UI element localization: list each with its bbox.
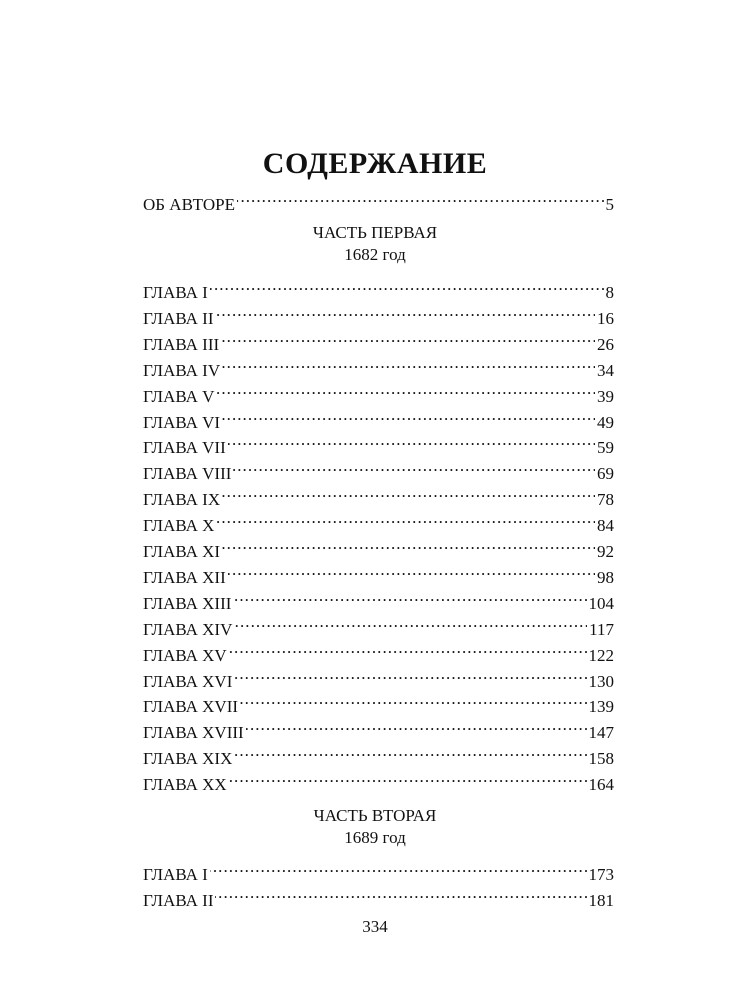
toc-entry-page: 122 [588, 645, 614, 665]
toc-entry-label: ГЛАВА XV [143, 645, 227, 665]
page-number: 334 [362, 917, 388, 936]
toc-entry-page: 84 [597, 516, 614, 536]
toc-entry-chapter[interactable] [143, 505, 614, 536]
toc-entry-label: ГЛАВА X [143, 516, 215, 536]
toc-entry-page: 181 [588, 891, 614, 910]
toc-entry-label: ГЛАВА XX [143, 775, 227, 795]
dot-leader [228, 427, 595, 453]
toc-entry-label: ГЛАВА III [143, 334, 220, 354]
toc-entry-page: 16 [597, 308, 614, 328]
toc-entry-page: 147 [588, 723, 614, 743]
part-two-year: 1689 год [344, 828, 406, 847]
toc-entry-page: 173 [588, 865, 614, 884]
toc-entry-page: 49 [597, 412, 614, 432]
toc-entry-page: 34 [597, 360, 614, 380]
toc-entry-page: 78 [597, 490, 614, 510]
toc-entry-page: 8 [605, 283, 614, 302]
toc-entry-chapter[interactable] [143, 324, 614, 354]
dot-leader [233, 453, 595, 479]
dot-leader [222, 479, 595, 505]
page-title: СОДЕРЖАНИЕ [262, 147, 488, 180]
toc-entry-page: 104 [588, 593, 614, 613]
dot-leader [222, 402, 595, 428]
toc-entry-chapter[interactable] [143, 661, 614, 691]
toc-entry-label: ГЛАВА I [143, 283, 208, 302]
toc-entry-chapter[interactable] [143, 298, 614, 328]
toc-entry-label: ГЛАВА II [143, 308, 214, 328]
dot-leader [234, 738, 586, 764]
toc-entry-chapter[interactable] [143, 738, 614, 769]
toc-entry-label: ГЛАВА XI [143, 542, 221, 561]
dot-leader [215, 298, 595, 324]
toc-entry-label: ГЛАВА V [143, 386, 215, 406]
part-one-year: 1682 год [344, 245, 406, 264]
toc-entry-page: 158 [588, 749, 614, 769]
toc-entry-label: ГЛАВА XVIII [143, 723, 244, 743]
toc-entry-chapter[interactable] [143, 764, 614, 795]
dot-leader [234, 661, 586, 687]
toc-entry-chapter[interactable] [143, 427, 614, 458]
toc-entry-chapter[interactable] [143, 854, 614, 884]
toc-entry-page: 139 [588, 697, 614, 717]
dot-leader [240, 686, 586, 712]
toc-entry-label: ГЛАВА XIII [143, 593, 232, 613]
toc-entry-chapter[interactable] [143, 635, 614, 665]
dot-leader [234, 609, 587, 635]
toc-entry-label: ГЛАВА II [143, 891, 214, 910]
toc-entry-page: 59 [597, 438, 614, 458]
toc-entry-label: ГЛАВА VIII [143, 464, 232, 484]
toc-entry-page: 92 [597, 542, 614, 561]
toc-entry-label: ГЛАВА XIX [143, 749, 233, 769]
toc-entry-chapter[interactable] [143, 583, 614, 613]
toc-entry-page: 164 [588, 775, 614, 795]
toc-entry-label: ОБ АВТОРЕ [143, 195, 235, 214]
dot-leader [222, 531, 595, 557]
toc-entry-chapter[interactable] [143, 531, 614, 561]
dot-leader [246, 712, 587, 738]
toc-entry-chapter[interactable] [143, 350, 614, 380]
toc-entry-label: ГЛАВА IX [143, 490, 221, 510]
toc-entry-label: ГЛАВА XIV [143, 619, 233, 639]
toc-entry-label: ГЛАВА IV [143, 360, 221, 380]
toc-entry-chapter[interactable] [143, 880, 614, 910]
toc-entry-label: ГЛАВА XII [143, 567, 226, 587]
toc-entry-chapter[interactable] [143, 376, 614, 406]
toc-entry-label: ГЛАВА VII [143, 438, 226, 458]
toc-entry-chapter[interactable] [143, 479, 614, 510]
dot-leader [215, 880, 586, 906]
dot-leader [233, 583, 586, 609]
part-one-heading: ЧАСТЬ ПЕРВАЯ [312, 223, 438, 242]
dot-leader [216, 505, 595, 531]
toc-entry-label: ГЛАВА I [143, 865, 208, 884]
dot-leader [210, 854, 587, 880]
toc-entry-chapter[interactable] [143, 557, 614, 587]
dot-leader [216, 376, 595, 402]
dot-leader [237, 184, 604, 210]
dot-leader [228, 557, 595, 583]
toc-entry-page: 39 [597, 386, 614, 406]
toc-entry-page: 98 [597, 567, 614, 587]
toc-entry-chapter[interactable] [143, 686, 614, 717]
dot-leader [229, 635, 587, 661]
toc-entry-chapter[interactable] [143, 453, 614, 484]
toc-entry-page: 117 [589, 619, 614, 639]
dot-leader [229, 764, 587, 790]
toc-entry-chapter[interactable] [143, 272, 614, 302]
toc-entry-page: 5 [605, 195, 614, 214]
dot-leader [210, 272, 604, 298]
toc-entry-page: 26 [597, 334, 614, 354]
toc-entry-chapter[interactable] [143, 402, 614, 432]
toc-entry-page: 130 [588, 671, 614, 691]
toc-entry-label: ГЛАВА XVI [143, 671, 233, 691]
part-two-heading: ЧАСТЬ ВТОРАЯ [313, 806, 437, 825]
dot-leader [221, 324, 595, 350]
toc-entry-label: ГЛАВА XVII [143, 697, 239, 717]
toc-entry-chapter[interactable] [143, 712, 614, 743]
toc-entry-page: 69 [597, 464, 614, 484]
dot-leader [222, 350, 595, 376]
toc-entry-label: ГЛАВА VI [143, 412, 221, 432]
toc-entry-chapter[interactable] [143, 609, 614, 639]
toc-entry-about-author[interactable] [143, 184, 614, 214]
